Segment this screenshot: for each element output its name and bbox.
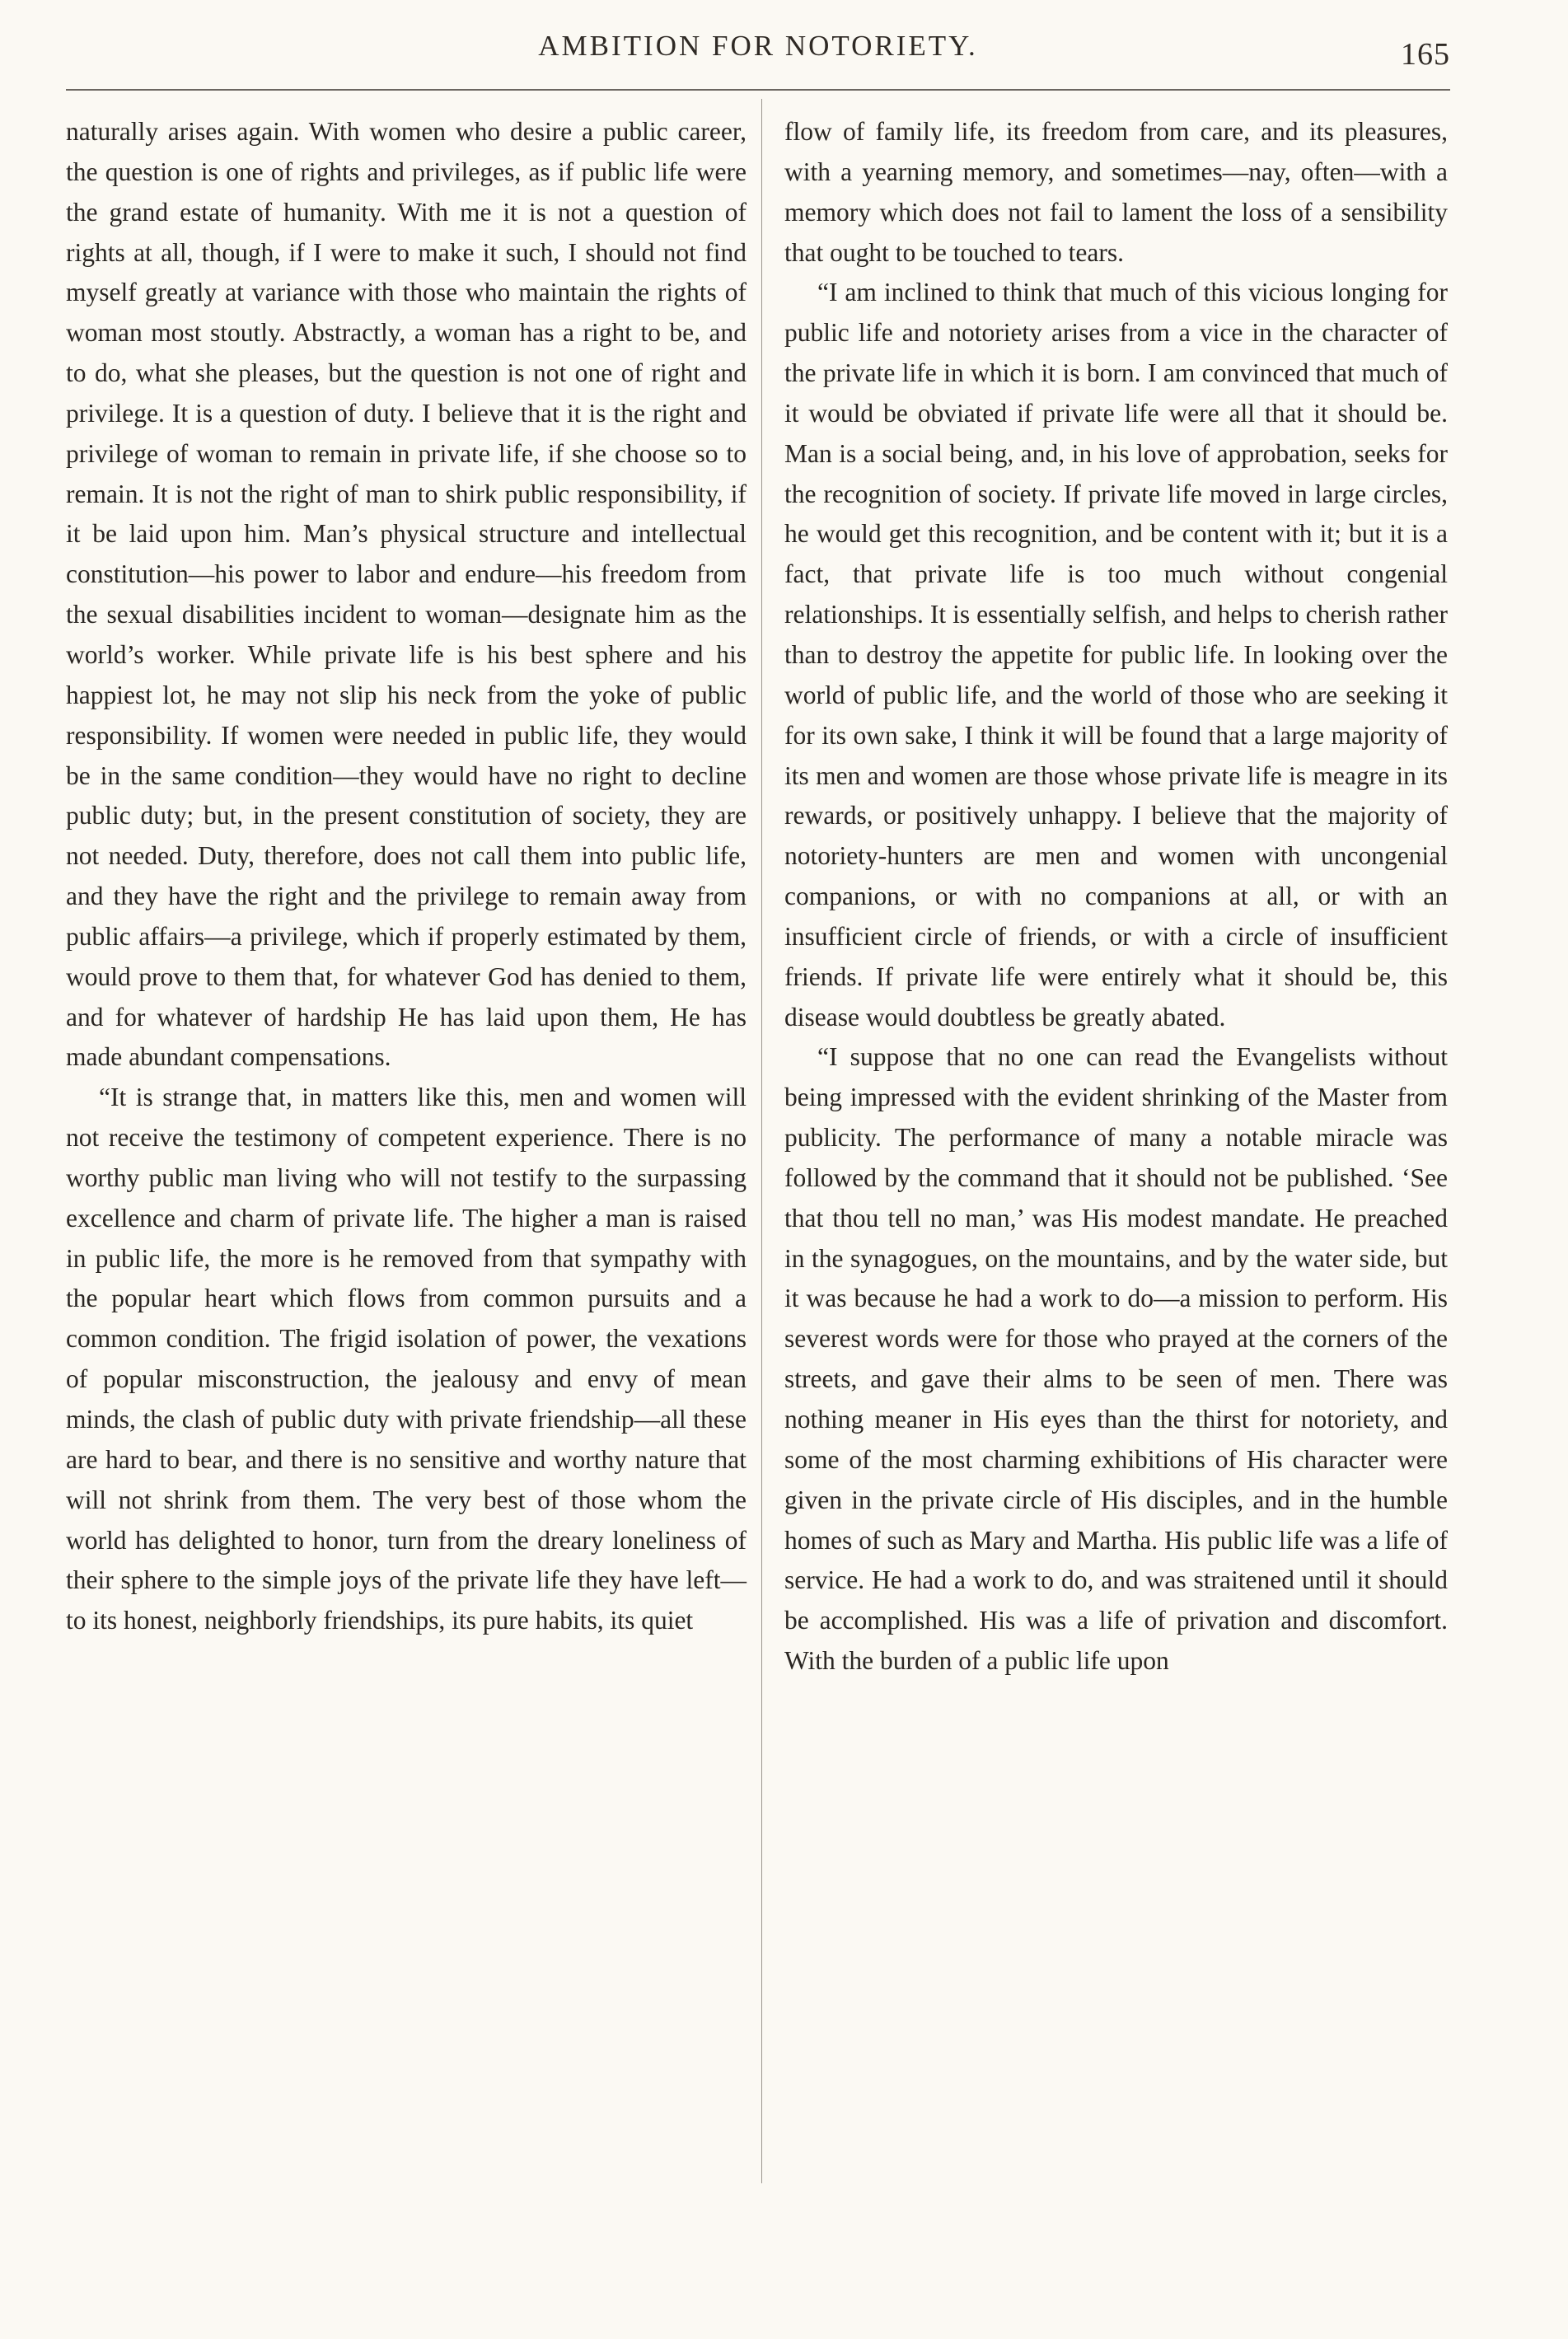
column-divider [761,99,762,2183]
header-rule [66,89,1450,91]
left-column [66,112,747,1641]
running-head [66,30,1450,79]
paragraph: flow of family life, its freedom from care, and its pleasures, with a yearning memory, and sometimes—nay, often—with a memory which does not fail to lament the loss of a sensibility that ought to be touched to tears. [784,117,1448,267]
right-column [784,112,1448,1682]
paragraph: naturally arises again. With women who desire a public career, the question is one of rights and privileges, as if public life were the grand estate of humanity. With me it is not a question of rights at all, though, if I were to make it such, I should not find myself greatly at variance with those who maintain the rights of woman most stoutly. Abstractly, a woman has a right to be, and to do, what she pleases, but the question is not one of right and privilege. It is a question of duty. I believe that it is the right and privilege of woman to remain in private life, if she choose so to remain. It is not the right of man to shirk public responsibility, if it be laid upon him. Man’s physical structure and intellectual constitution—his power to labor and endure—his freedom from the sexual disabilities incident to woman—designate him as the world’s worker. While private life is his best sphere and his happiest lot, he may not slip his neck from the yoke of public responsibility. If women were needed in public life, they would be in the same condition—they would have no right to decline public duty; but, in the present constitution of society, they are not needed. Duty, therefore, does not call them into public life, and they have the right and the privilege to remain away from public affairs—a privilege, which if properly estimated by them, would prove to them that, for whatever God has denied to them, and for whatever of hardship He has laid upon them, He has made abundant compensations. [66,117,747,1072]
page-number: 165 [1401,37,1450,72]
running-title: AMBITION FOR NOTORIETY. [538,30,978,62]
paragraph: “It is strange that, in matters like this, men and women will not receive the testimony of competent experience. There is no worthy public man living who will not testify to the surpassing excellence and charm of private life. The higher a man is raised in public life, the more is he removed from that sympathy with the popular heart which flows from common pursuits and a common condition. The frigid isolation of power, the vexations of popular misconstruction, the jealousy and envy of mean minds, the clash of public duty with private friendship—all these are hard to bear, and there is no sensitive and worthy nature that will not shrink from them. The very best of those whom the world has delighted to honor, turn from the dreary loneliness of their sphere to the simple joys of the private life they have left—to its honest, neighborly friendships, its pure habits, its quiet [66,1083,747,1635]
paragraph: “I am inclined to think that much of this vicious longing for public life and notoriety arises from a vice in the character of the private life in which it is born. I am convinced that much of it would be obviated if private life were all that it should be. Man is a social being, and, in his love of approbation, seeks for the recognition of society. If private life moved in large circles, he would get this recognition, and be content with it; but it is a fact, that private life is too much without congenial relationships. It is essentially selfish, and helps to cherish rather than to destroy the appetite for public life. In looking over the world of public life, and the world of those who are seeking it for its own sake, I think it will be found that a large majority of its men and women are those whose private life is meagre in its rewards, or positively unhappy. I believe that the majority of notoriety-hunters are men and women with uncongenial companions, or with no companions at all, or with an insufficient circle of friends, or with a circle of insufficient friends. If private life were entirely what it should be, this disease would doubtless be greatly abated. [784,278,1448,1031]
paragraph: “I suppose that no one can read the Evangelists without being impressed with the evident shrinking of the Master from publicity. The performance of many a notable miracle was followed by the command that it should not be published. ‘See that thou tell no man,’ was His modest mandate. He preached in the synagogues, on the mountains, and by the water side, but it was because he had a work to do—a mission to perform. His severest words were for those who prayed at the corners of the streets, and gave their alms to be seen of men. There was nothing meaner in His eyes than the thirst for notoriety, and some of the most charming exhibitions of His character were given in the private circle of His disciples, and in the humble homes of such as Mary and Martha. His public life was a life of service. He had a work to do, and was straitened until it should be accomplished. His was a life of privation and discomfort. With the burden of a public life upon [784,1042,1448,1676]
